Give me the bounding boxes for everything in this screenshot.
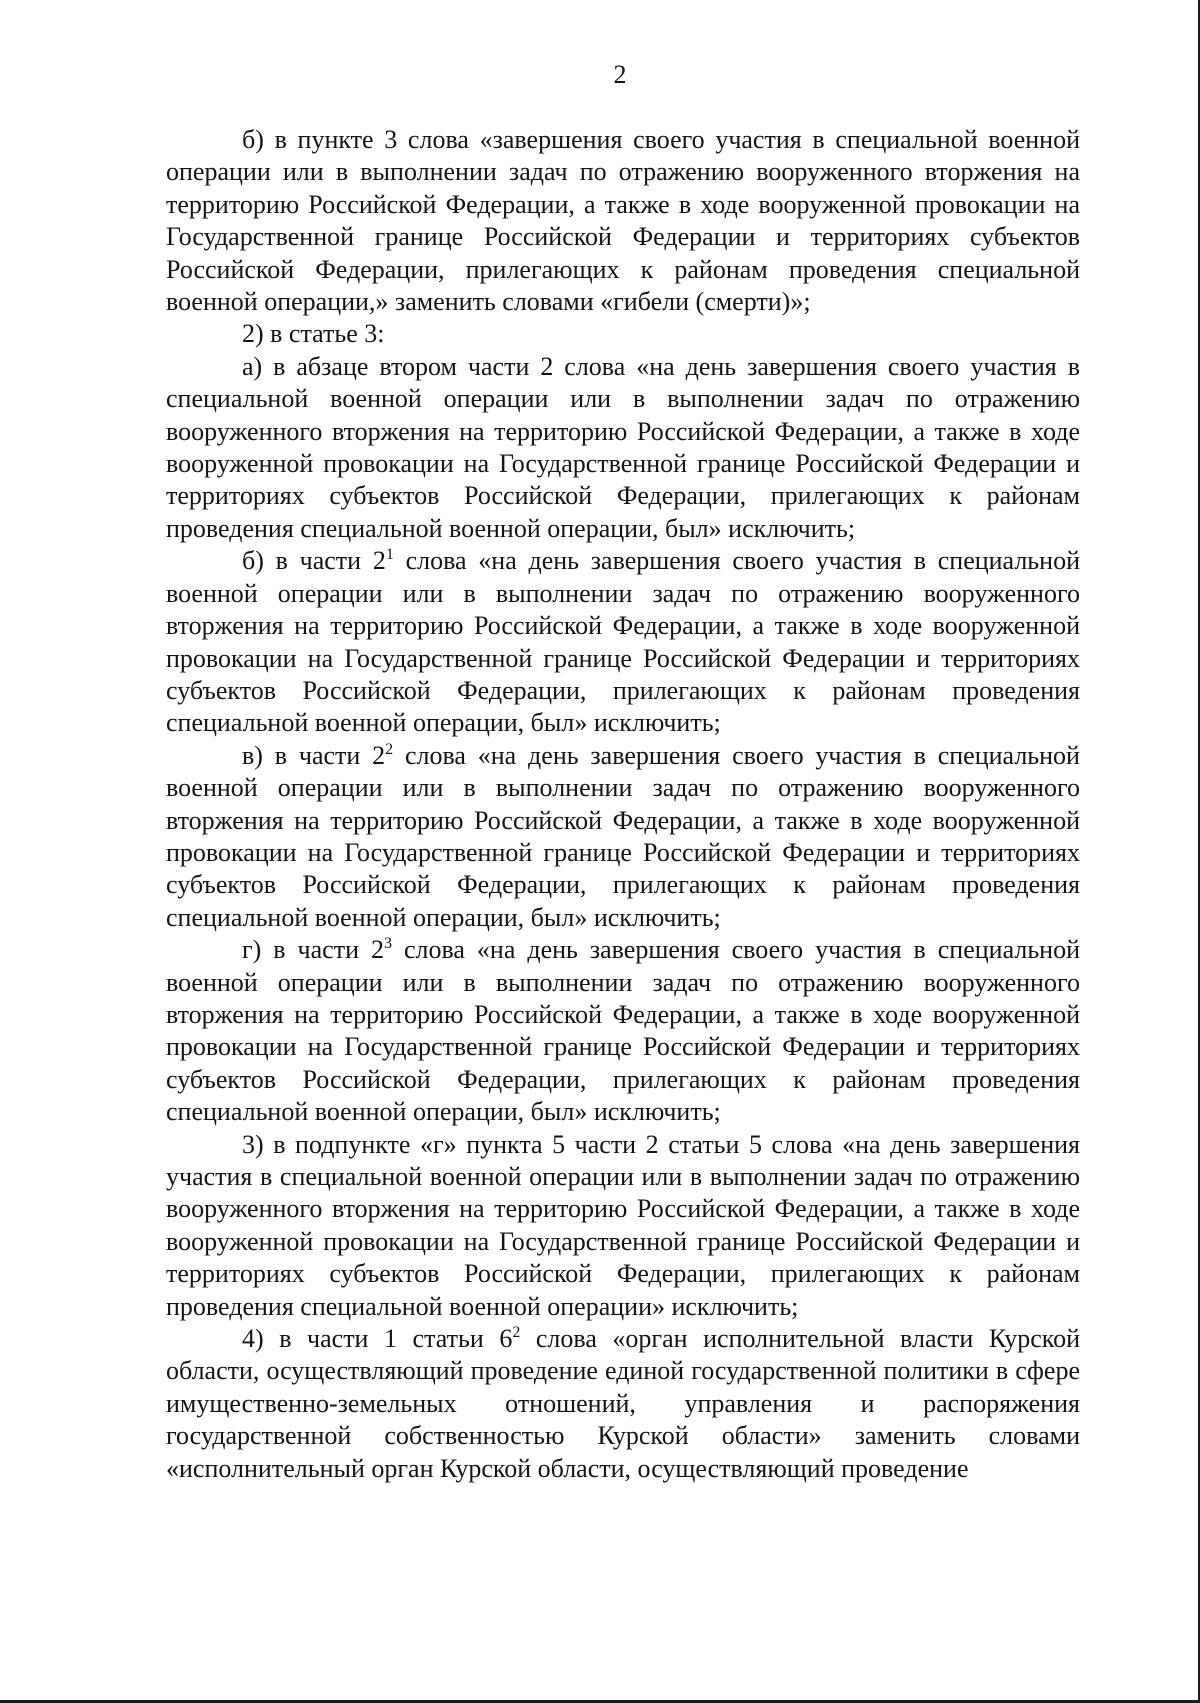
- paragraph-2v-lead: в) в части 2: [242, 740, 386, 770]
- paragraph-2g-superscript: 3: [383, 935, 392, 953]
- paragraph-2v-superscript: 2: [385, 740, 394, 758]
- document-body: [166, 124, 1080, 1485]
- paragraph-2g-lead: г) в части 2: [242, 935, 384, 965]
- paragraph-4-rest: слова «орган исполнительной власти Курской области, осуществляющий проведение единой государственной политики в сфере имущественно-земельных отношений, управления и распоряжения государственной собственностью Курской области» заменить словами «исполнительный орган Курской области, осуществляющий проведение: [166, 1324, 1080, 1483]
- paragraph-2-article3: 2) в статье 3:: [242, 319, 385, 349]
- paragraph-1b-item3: б) в пункте 3 слова «завершения своего участия в специальной военной операции или в выполнении задач по отражению вооруженного вторжения на территорию Российской Федерации, а также в ходе вооруженной провокации на Государственной границе Российской Федерации и территориях субъектов Российской Федерации, прилегающих к районам проведения специальной военной операции,» заменить словами «гибели (смерти)»;: [166, 125, 1080, 317]
- paragraph-3: 3) в подпункте «г» пункта 5 части 2 статьи 5 слова «на день завершения участия в специальной военной операции или в выполнении задач по отражению вооруженного вторжения на территорию Российской Федерации, а также в ходе вооруженной провокации на Государственной границе Российской Федерации и территориях субъектов Российской Федерации, прилегающих к районам проведения специальной военной операции» исключить;: [166, 1129, 1080, 1321]
- paragraph-4: [166, 1323, 1080, 1485]
- paragraph-2b-rest: слова «на день завершения своего участия в специальной военной операции или в выполнении задач по отражению вооруженного вторжения на территорию Российской Федерации, а также в ходе вооруженной провокации на Государственной границе Российской Федерации и территориях субъектов Российской Федерации, прилегающих к районам проведения специальной военной операции, был» исключить;: [166, 546, 1080, 738]
- paragraph-4-superscript: 2: [512, 1324, 521, 1342]
- page-number: 2: [613, 60, 627, 89]
- paragraph-2b: [166, 545, 1080, 739]
- paragraph-2b-lead: б) в части 2: [242, 546, 386, 576]
- paragraph-2g: [166, 934, 1080, 1128]
- paragraph-2b-superscript: 1: [385, 546, 394, 564]
- paragraph-2g-rest: слова «на день завершения своего участия в специальной военной операции или в выполнении задач по отражению вооруженного вторжения на территорию Российской Федерации, а также в ходе вооруженной провокации на Государственной границе Российской Федерации и территориях субъектов Российской Федерации, прилегающих к районам проведения специальной военной операции, был» исключить;: [166, 935, 1081, 1127]
- paragraph-2v-rest: слова «на день завершения своего участия в специальной военной операции или в выполнении задач по отражению вооруженного вторжения на территорию Российской Федерации, а также в ходе вооруженной провокации на Государственной границе Российской Федерации и территориях субъектов Российской Федерации, прилегающих к районам проведения специальной военной операции, был» исключить;: [166, 740, 1080, 932]
- paragraph-2a: а) в абзаце втором части 2 слова «на день завершения своего участия в специальной военной операции или в выполнении задач по отражению вооруженного вторжения на территорию Российской Федерации, а также в ходе вооруженной провокации на Государственной границе Российской Федерации и территориях субъектов Российской Федерации, прилегающих к районам проведения специальной военной операции, был» исключить;: [166, 351, 1080, 543]
- paragraph-4-lead: 4) в части 1 статьи 6: [242, 1324, 513, 1354]
- paragraph-2v: [166, 740, 1080, 934]
